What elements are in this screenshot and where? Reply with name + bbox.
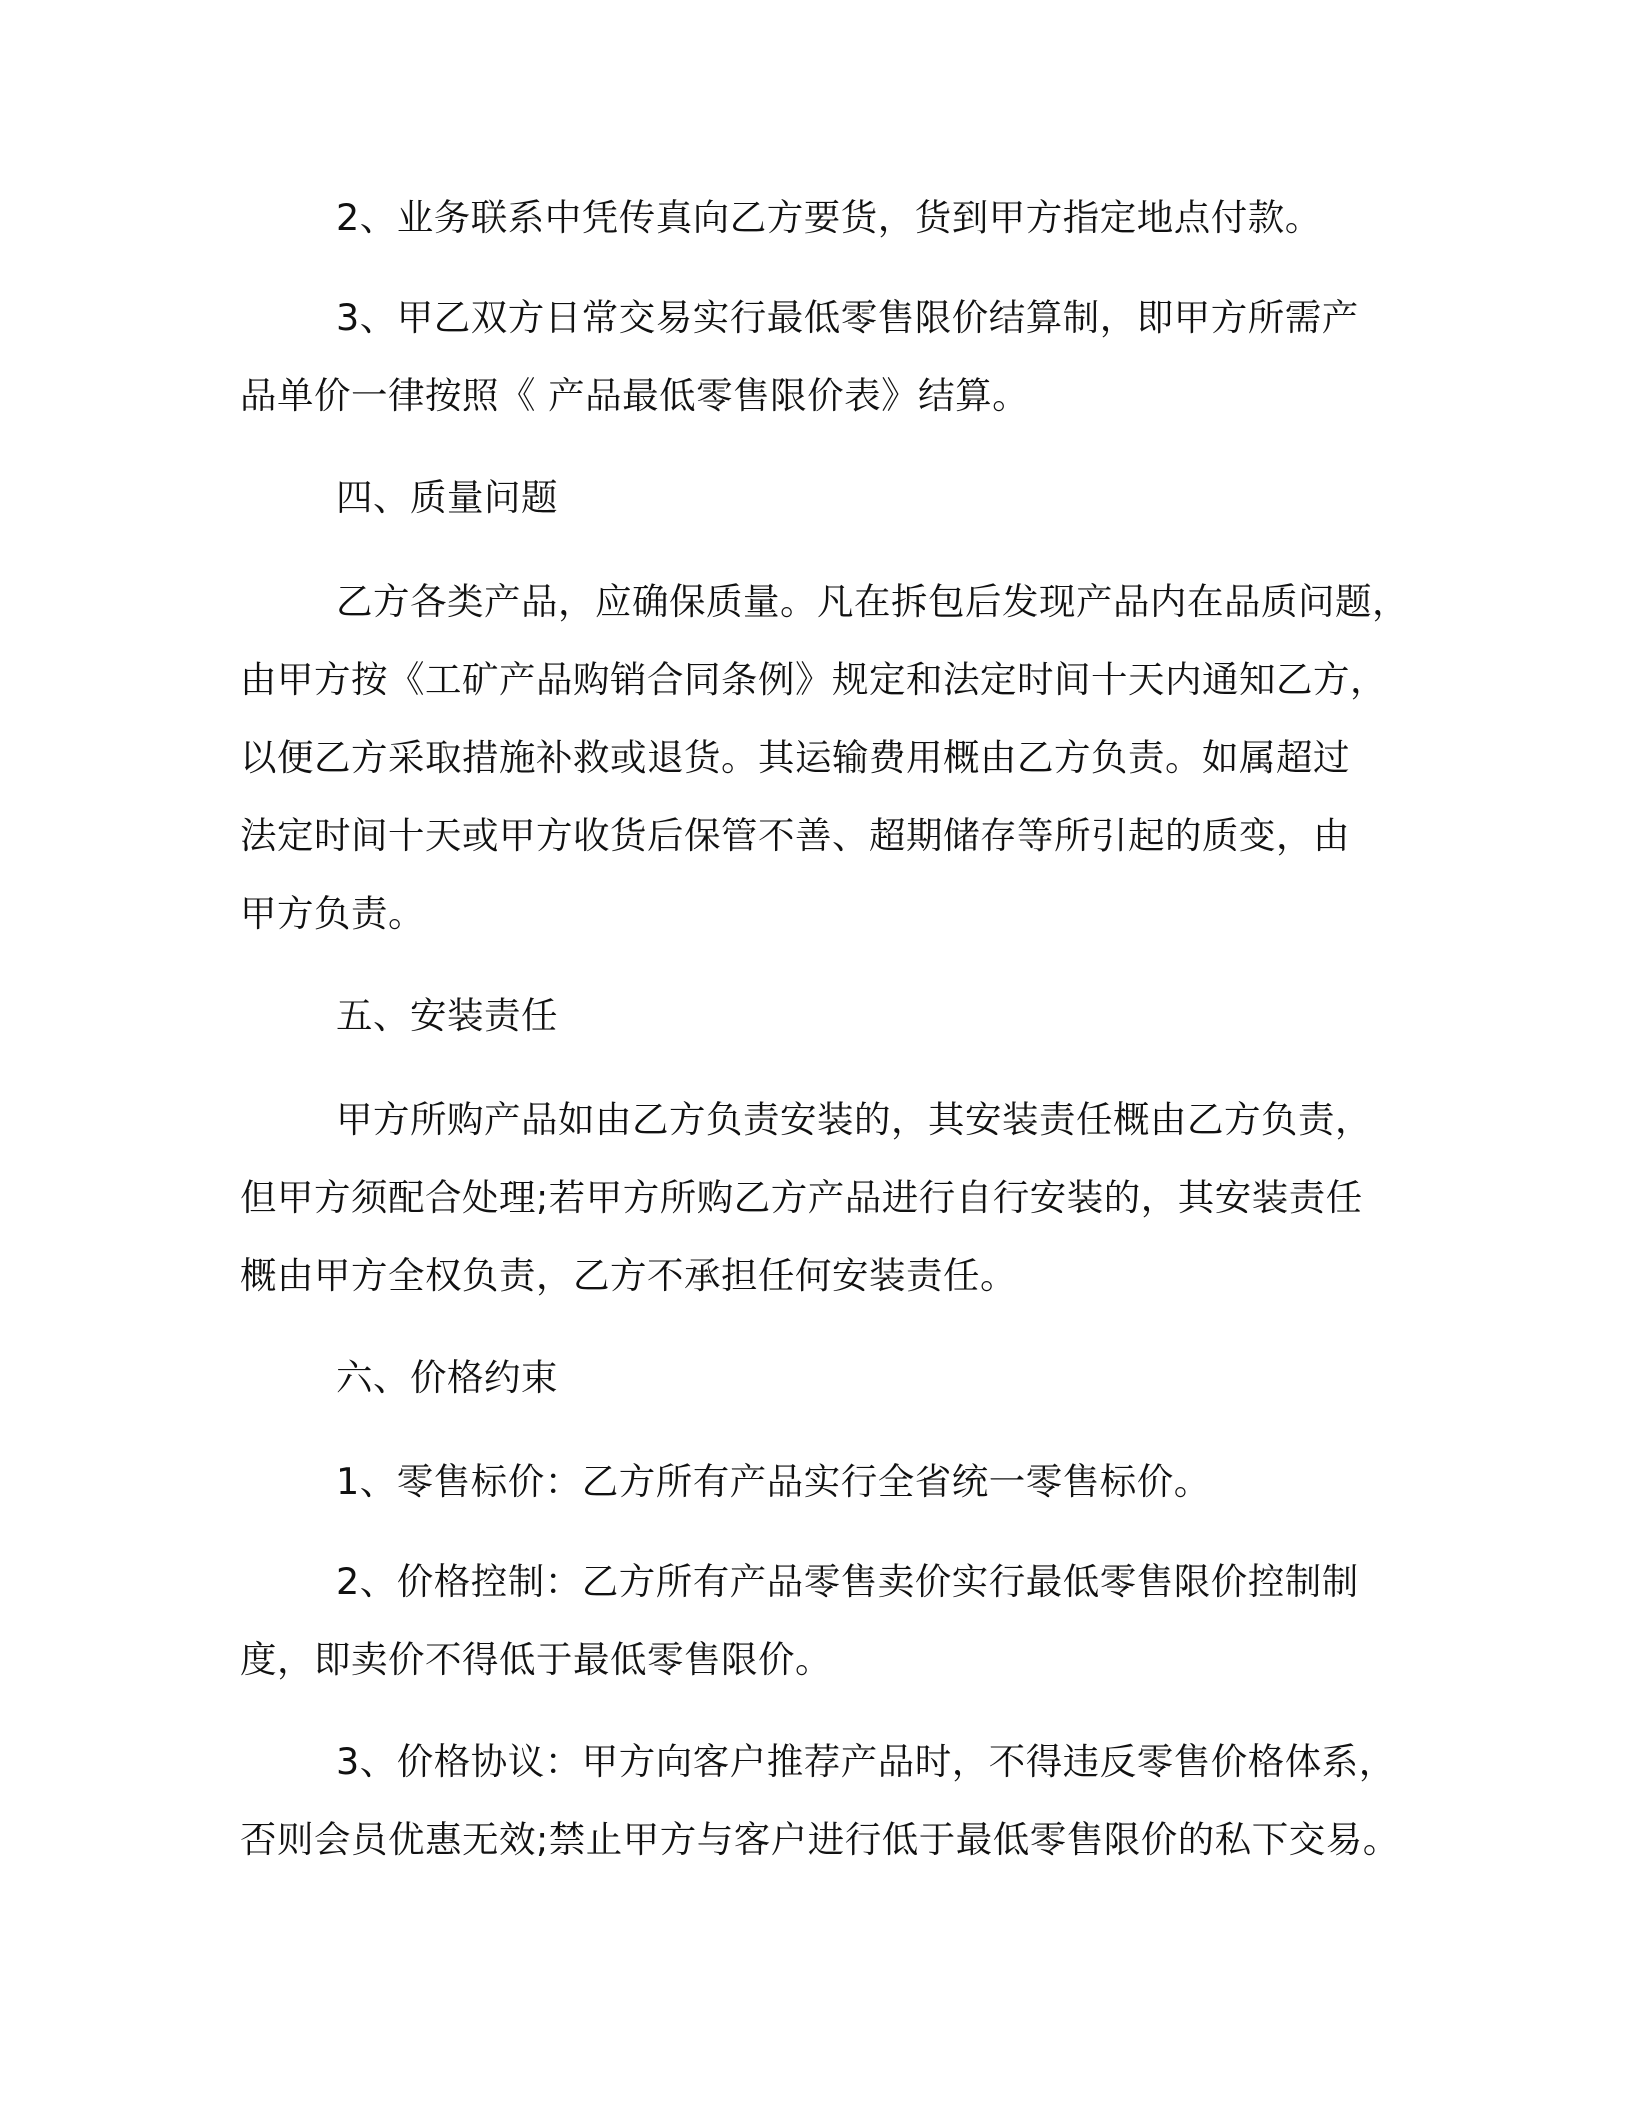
- installation-paragraph-line-3: 概由甲方全权负责，乙方不承担任何安装责任。: [240, 1254, 1017, 1297]
- quality-paragraph-line-4: 法定时间十天或甲方收货后保管不善、超期储存等所引起的质变，由: [240, 814, 1350, 857]
- quality-paragraph-line-1: 乙方各类产品，应确保质量。凡在拆包后发现产品内在品质问题，: [336, 580, 1409, 623]
- installation-paragraph-line-1: 甲方所购产品如由乙方负责安装的，其安装责任概由乙方负责，: [336, 1098, 1372, 1141]
- quality-paragraph-line-3: 以便乙方采取措施补救或退货。其运输费用概由乙方负责。如属超过: [240, 736, 1350, 779]
- price-clause-3-line-2: 否则会员优惠无效;禁止甲方与客户进行低于最低零售限价的私下交易。: [240, 1818, 1400, 1861]
- installation-paragraph-line-2: 但甲方须配合处理;若甲方所购乙方产品进行自行安装的，其安装责任: [240, 1176, 1363, 1219]
- section-heading-installation: 五、安装责任: [336, 994, 558, 1037]
- section-heading-price: 六、价格约束: [336, 1356, 558, 1399]
- quality-paragraph-line-5: 甲方负责。: [240, 892, 425, 935]
- quality-paragraph-line-2: 由甲方按《工矿产品购销合同条例》规定和法定时间十天内通知乙方，: [240, 658, 1387, 701]
- clause-3-line-1: 3、甲乙双方日常交易实行最低零售限价结算制，即甲方所需产: [336, 296, 1359, 339]
- price-clause-1: 1、零售标价：乙方所有产品实行全省统一零售标价。: [336, 1460, 1211, 1503]
- section-heading-quality: 四、质量问题: [336, 476, 558, 519]
- price-clause-2-line-2: 度，即卖价不得低于最低零售限价。: [240, 1638, 832, 1681]
- price-clause-3-line-1: 3、价格协议：甲方向客户推荐产品时，不得违反零售价格体系，: [336, 1740, 1396, 1783]
- clause-2-line: 2、业务联系中凭传真向乙方要货，货到甲方指定地点付款。: [336, 196, 1322, 239]
- clause-3-line-2: 品单价一律按照《 产品最低零售限价表》结算。: [240, 374, 1030, 417]
- price-clause-2-line-1: 2、价格控制：乙方所有产品零售卖价实行最低零售限价控制制: [336, 1560, 1359, 1603]
